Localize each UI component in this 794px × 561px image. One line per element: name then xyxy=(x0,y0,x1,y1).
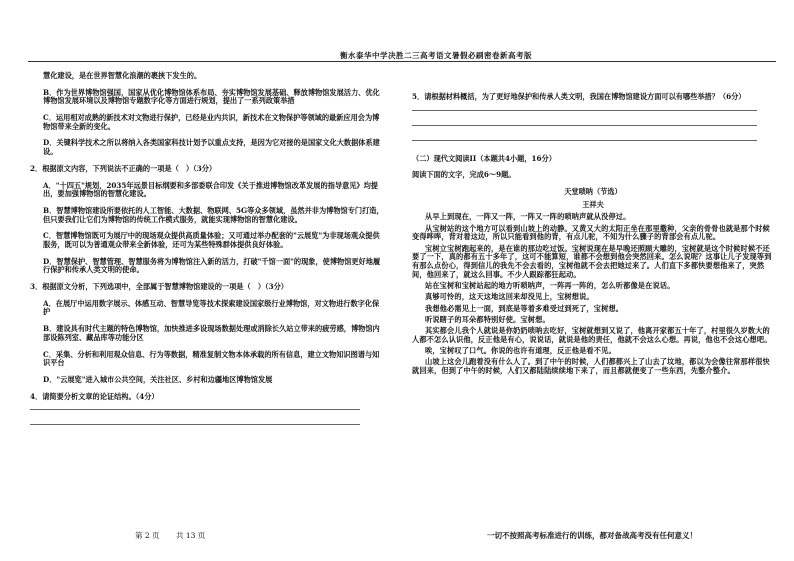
answer-line xyxy=(412,110,757,111)
answer-line xyxy=(412,125,757,126)
paragraph: 慧化建设，是在世界智慧化浪潮的裹挟下发生的。 xyxy=(43,71,202,80)
option-b: B．建设具有时代主题的特色博物馆，加快推进多设现场数据处理或消除长久站立带来的疲劳感，博物馆内部设陈列室、藏品库等功能分区 xyxy=(43,324,380,342)
header-divider xyxy=(28,61,776,62)
question-2: 2．根据原文内容，下列说法不正确的一项是（ ）（3分） xyxy=(30,163,217,173)
question-4: 4．请简要分析文章的论证结构。（4分） xyxy=(30,391,159,401)
option-a: A．"十四五"规划，2035年远景目标纲要和多部委联合印发《关于推进博物馆改革发展的指导意见》均提出，要加强博物馆的智慧化建设。 xyxy=(43,180,378,199)
answer-line xyxy=(412,140,757,141)
story-paragraph: 从早上到现在，一阵又一阵，一阵又一阵的唢呐声就从没停过。 xyxy=(425,212,631,222)
story-paragraph: 其实都会儿我个人就说是你奶奶唢呐去吃好，宝树就想到又说了，他离开家都五十年了，村里很久岁数大的人都不怎么认识他，反正他是有心，说说话，就说是他的责任，他就不会这么心想。再说，他也不会这心想吧。 xyxy=(412,326,772,344)
story-title: 天堂唢呐（节选） xyxy=(564,187,622,197)
question-5: 5．请根据材料概括，为了更好地保护和传承人类文明，我国在博物馆建设方面可以有哪些举措？（6分） xyxy=(412,92,746,101)
page-footer xyxy=(135,530,219,541)
story-paragraph: 站在宝树和宝树站起的地方听唢呐声，一阵再一阵的，怎么听都像是在说话。 xyxy=(425,280,675,290)
option-d: D．关键科学技术之所以将纳入各类国家科技计划予以重点支持，是因为它对接的是国家文化大数据体系建设。 xyxy=(43,138,380,157)
story-paragraph: 从宝树站的这个地方可以看到山坡上的动静。又黄又大的太阳正坐在那里撒种，父亲的骨骨也就是那个时候变得哗哗，背对着这边，所以只能看到他的背，有点儿驼，不知为什么骤子的背部会有点儿驼。 xyxy=(412,223,770,242)
story-paragraph: 宝树立宝树跑起来的，是在谁的那边吃过饭。宝树说现在是早晚还照顾大雕的，宝树就是这个时候时候不还要了一下，真的都有五十多年了，这可不能算短，谁都不会想到他会突然回来。怎么说呢？这事让儿子发现等到有那么点份心，得到信儿的我先不会去看的，宝树他就不会去把她过来了。人们直下多都快要想他来了，突然间，他回来了，就这么回事。不少人跟踪都狂起动。 xyxy=(412,243,772,279)
option-b: B．作为世界博物馆强国，国家从优化博物馆体系布局、夯实博物馆发展基础、释放博物馆发展活力、优化博物馆发展环境以及博物馆专题数字化等方面进行规划，提出了一系列政策举措 xyxy=(43,87,380,106)
option-c: C．采集、分析和利用观众信息、行为等数据，精准复制文物本体承载的所有信息，建立文物知识图谱与知识平台 xyxy=(43,349,380,368)
answer-line xyxy=(30,424,360,425)
option-d: D．"云展览"进入城市公共空间，关注社区、乡村和边疆地区博物馆发展 xyxy=(43,374,273,384)
option-d: D．智慧保护、智慧管理、智慧服务将为博物馆注入新的活力，打破"千馆一面"的现象，使博物馆更好地履行保护和传承人类文明的使命。 xyxy=(43,256,381,275)
story-paragraph: 我想他必需见上一面，到底是等着多难受过到死了，宝树想。 xyxy=(425,303,624,313)
story-paragraph: 山坡上这会儿跑着没有什么人了。到了中午的时候，人们都都兴上了山去了坟地，都以为会像往常那样很快就回来，但到了中午的时候，人们又都陆陆续续地下来了，而且都就便变了一些东西，先整介整介。 xyxy=(412,357,770,376)
instruction: 阅读下面的文字，完成6～9题。 xyxy=(412,170,516,180)
option-a: A．在展厅中运用数字展示、体感互动、智慧导览等技术探索建设国家级行业博物馆，对文物进行数字化保护 xyxy=(43,298,380,317)
section-title: （二）现代文阅读II（本题共4小题，16分） xyxy=(412,153,556,163)
story-paragraph: 听说瞎子的耳朵都特别好使。宝树想。 xyxy=(425,314,550,324)
page-number: 第 2 页 xyxy=(135,531,160,540)
story-paragraph: 唉，宝树叹了口气。你说的也许有道理，反正他是看不见。 xyxy=(425,346,616,356)
question-3: 3．根据原文分析，下列选项中，全部属于智慧博物馆建设的一项是（ ）（3分） xyxy=(30,282,288,292)
option-c: C．运用相对成熟的新技术对文物进行保护，已经是业内共识，新技术在文物保护等领域的最新应用会为博物馆带来全新的变化。 xyxy=(43,113,380,131)
story-text xyxy=(412,213,774,375)
left-column xyxy=(30,72,385,439)
footer-slogan: 一切不按照高考标准进行的训练，都对备战高考没有任何意义！ xyxy=(487,531,697,540)
answer-line xyxy=(30,409,360,410)
option-b: B．智慧博物馆建设所要依托的人工智能、大数据、物联网、5G等众多领域，虽然并非为博物馆专门打造，但只要我们让它们为博物馆的传统工作模式服务，就能实现博物馆的智慧化建设。 xyxy=(43,205,384,224)
page-total: 共 13 页 xyxy=(175,531,206,540)
right-column xyxy=(412,93,774,378)
option-c: C．智慧博物馆既可为展厅中的现场观众提供高质量体验；又可通过举办配套的"云展览"为非现场观众提供服务，既可以为普通观众带来全新体验，还可为某些特殊群体提供良好体验。 xyxy=(43,231,380,249)
story-paragraph: 真够可怜的，这天这地这回来却没见上，宝树想说。 xyxy=(425,292,594,302)
page-header: 衡水泰华中学决胜二三高考语文暑假必刷密卷新高考版 xyxy=(340,51,532,60)
story-author: 王祥夫 xyxy=(582,199,604,209)
